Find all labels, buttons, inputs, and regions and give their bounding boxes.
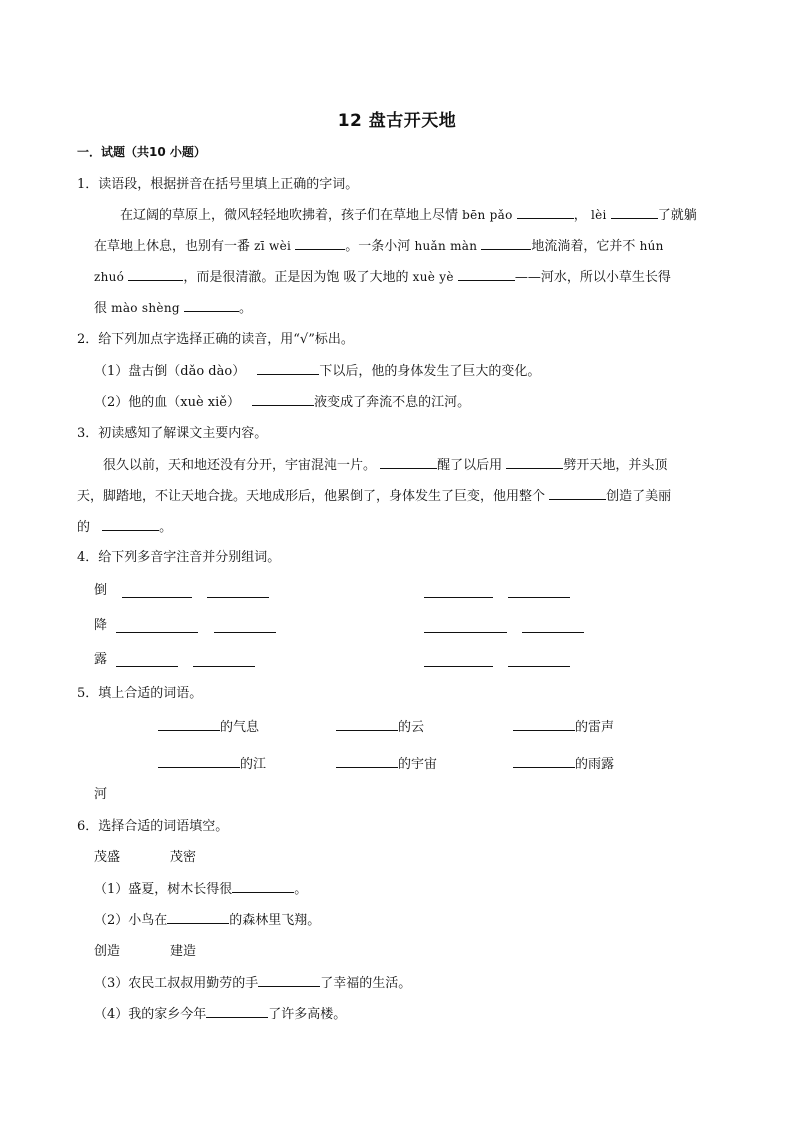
answer-blank[interactable]	[458, 268, 515, 281]
q3-text: 的	[77, 520, 91, 535]
pinyin: zhuó	[94, 270, 125, 284]
word-choice: 茂盛	[94, 850, 121, 865]
q1-text: 。一条小河	[345, 239, 411, 254]
q6-sentence-1	[94, 880, 307, 899]
q1-text: 很	[94, 301, 108, 316]
q3-text: 劈开天地，并头顶	[563, 458, 668, 473]
word-choice: 建造	[170, 944, 197, 959]
answer-blank[interactable]	[167, 911, 229, 924]
q6-text: 了许多高楼。	[268, 1007, 347, 1022]
q5-item	[158, 755, 266, 774]
answer-blank[interactable]	[128, 268, 183, 281]
answer-blank[interactable]	[122, 585, 192, 598]
polyphone-char: 露	[94, 652, 108, 667]
answer-blank[interactable]	[336, 718, 398, 731]
q6-text: （4）我的家乡今年	[94, 1007, 207, 1022]
q1-text: 。	[238, 301, 252, 316]
pinyin: huǎn màn	[414, 239, 478, 253]
answer-blank[interactable]	[336, 755, 398, 768]
answer-blank[interactable]	[513, 718, 575, 731]
q5-word: 的云	[398, 720, 425, 735]
q3-line-3	[77, 518, 172, 537]
q1-stem: 1．读语段，根据拼音在括号里填上正确的字词。	[77, 177, 359, 192]
polyphone-char: 倒	[94, 583, 108, 598]
q1-line-1	[120, 206, 697, 225]
pinyin: zī wèi	[254, 239, 292, 253]
q1-text: ——河水，所以小草生长得	[514, 270, 671, 285]
pinyin: mào shèng	[111, 301, 180, 315]
q3-text: 天，脚踏地，不让天地合拢。天地成形后，他累倒了，身体发生了巨变，他用整个	[77, 489, 546, 504]
q1-text: ，而是很清澈。正是因为饱 吸了大地的	[183, 270, 409, 285]
q6-text: 。	[294, 882, 308, 897]
answer-blank[interactable]	[522, 620, 584, 633]
q5-item	[336, 755, 437, 774]
q1-line-3	[94, 268, 671, 287]
answer-blank[interactable]	[257, 362, 319, 375]
word-choice: 茂密	[170, 850, 197, 865]
answer-blank[interactable]	[252, 393, 314, 406]
q5-item	[513, 755, 614, 774]
pinyin: lèi	[590, 208, 607, 222]
q5-item	[158, 718, 259, 737]
q5-stem: 5．填上合适的词语。	[77, 686, 203, 701]
answer-blank[interactable]	[611, 206, 658, 219]
q5-word: 的江	[240, 757, 267, 772]
q5-word: 的宇宙	[398, 757, 438, 772]
answer-blank[interactable]	[424, 585, 493, 598]
q2-item-text: 下以后，他的身体发生了巨大的变化。	[319, 364, 541, 379]
answer-blank[interactable]	[517, 206, 574, 219]
q3-text: 很久以前，天和地还没有分开，宇宙混沌一片。	[103, 458, 377, 473]
answer-blank[interactable]	[295, 237, 345, 250]
pinyin: bēn pǎo	[462, 208, 513, 222]
answer-blank[interactable]	[481, 237, 531, 250]
answer-blank[interactable]	[513, 755, 575, 768]
q5-word: 的气息	[220, 720, 260, 735]
q6-sentence-2	[94, 911, 320, 930]
q6-sentence-3	[94, 974, 411, 993]
answer-blank[interactable]	[184, 299, 239, 312]
answer-blank[interactable]	[549, 487, 606, 500]
page-title: 12 盘古开天地	[337, 111, 457, 131]
answer-blank[interactable]	[206, 1005, 268, 1018]
answer-blank[interactable]	[102, 518, 159, 531]
answer-blank[interactable]	[258, 974, 320, 987]
q1-line-4	[94, 299, 252, 318]
answer-blank[interactable]	[508, 585, 570, 598]
answer-blank[interactable]	[380, 456, 437, 469]
answer-blank[interactable]	[158, 718, 220, 731]
word-choice: 创造	[94, 944, 121, 959]
q2-item-2	[94, 393, 470, 412]
pinyin: hún	[639, 239, 664, 253]
q5-word: 的雨露	[575, 757, 615, 772]
q2-item-label: （1）盘古倒（dǎo dào）	[94, 364, 246, 379]
answer-blank[interactable]	[424, 654, 493, 667]
answer-blank[interactable]	[158, 755, 240, 768]
q6-text: 的森林里飞翔。	[229, 913, 321, 928]
q2-item-text: 液变成了奔流不息的江河。	[314, 395, 471, 410]
q6-text: （2）小鸟在	[94, 913, 168, 928]
q1-text: 了就躺	[657, 208, 697, 223]
q5-item	[513, 718, 614, 737]
answer-blank[interactable]	[193, 654, 255, 667]
polyphone-char: 降	[94, 618, 108, 633]
q3-text: 创造了美丽	[606, 489, 672, 504]
q3-text: 。	[159, 520, 173, 535]
q5-word: 的雷声	[575, 720, 615, 735]
answer-blank[interactable]	[508, 654, 570, 667]
answer-blank[interactable]	[207, 585, 269, 598]
section-heading: 一．试题（共10 小题）	[77, 145, 206, 159]
q3-line-2	[77, 487, 671, 506]
q4-stem: 4．给下列多音字注音并分别组词。	[77, 550, 281, 565]
q6-text: 了幸福的生活。	[320, 976, 412, 991]
pinyin: xuè yè	[412, 270, 454, 284]
q2-stem: 2．给下列加点字选择正确的读音，用“√”标出。	[77, 332, 354, 347]
answer-blank[interactable]	[116, 620, 198, 633]
q1-text: ，	[573, 208, 587, 223]
q6-text: （3）农民工叔叔用勤劳的手	[94, 976, 259, 991]
q3-text: 醒了以后用	[437, 458, 503, 473]
answer-blank[interactable]	[506, 456, 563, 469]
q2-item-label: （2）他的血（xuè xiě）	[94, 395, 240, 410]
answer-blank[interactable]	[116, 654, 178, 667]
q6-text: （1）盛夏，树木长得很	[94, 882, 233, 897]
q1-text: 地流淌着，它并不	[531, 239, 636, 254]
q5-item	[336, 718, 424, 737]
q6-sentence-4	[94, 1005, 346, 1024]
q3-stem: 3．初读感知了解课文主要内容。	[77, 426, 268, 441]
q1-text: 在辽阔的草原上，微风轻轻地吹拂着，孩子们在草地上尽情	[120, 208, 459, 223]
q5-tail: 河	[94, 787, 108, 802]
q6-stem: 6．选择合适的词语填空。	[77, 819, 229, 834]
q3-line-1	[103, 456, 667, 475]
answer-blank[interactable]	[232, 880, 294, 893]
q1-line-2	[94, 237, 664, 256]
q1-text: 在草地上休息，也别有一番	[94, 239, 251, 254]
answer-blank[interactable]	[214, 620, 276, 633]
q2-item-1	[94, 362, 540, 381]
answer-blank[interactable]	[424, 620, 507, 633]
